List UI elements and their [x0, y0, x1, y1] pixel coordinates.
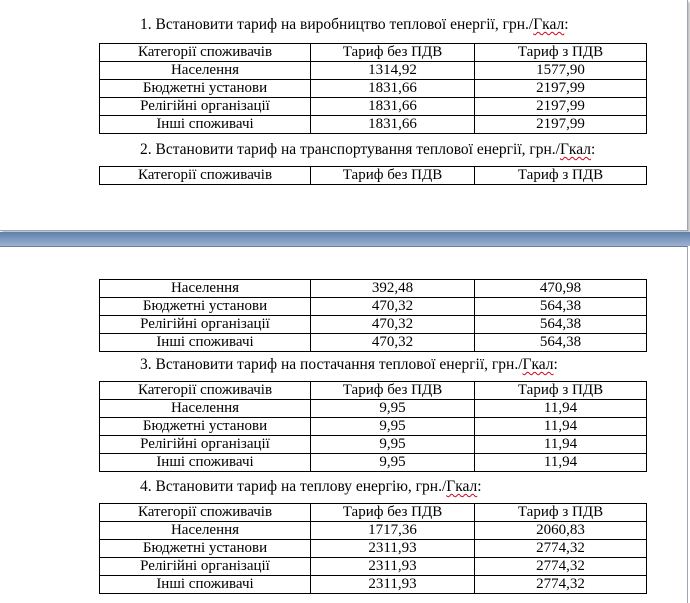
category-cell[interactable]: Бюджетні установи: [100, 418, 311, 436]
category-cell[interactable]: Релігійні організації: [100, 316, 311, 334]
section-1-heading: 1. Встановити тариф на виробництво теплової енергії, грн./Гкал:: [140, 16, 569, 33]
tariff-table-supply: [99, 381, 647, 472]
spellcheck-word[interactable]: Гкал: [522, 356, 554, 373]
table-row: [100, 418, 647, 436]
table-row: [100, 540, 647, 558]
table-header-row: [100, 44, 647, 62]
category-cell[interactable]: Релігійні організації: [100, 436, 311, 454]
category-cell[interactable]: Інші споживачі: [100, 116, 311, 134]
tariff-with-vat-cell[interactable]: 564,38: [475, 334, 647, 352]
tariff-no-vat-cell[interactable]: 2311,93: [311, 558, 475, 576]
tariff-no-vat-cell[interactable]: 1831,66: [311, 80, 475, 98]
header-cell-category[interactable]: Категорії споживачів: [100, 382, 311, 400]
tariff-with-vat-cell[interactable]: 2060,83: [475, 522, 647, 540]
table-row: [100, 316, 647, 334]
tariff-no-vat-cell[interactable]: 1314,92: [311, 62, 475, 80]
tariff-no-vat-cell[interactable]: 1717,36: [311, 522, 475, 540]
table-row: [100, 62, 647, 80]
header-cell-category[interactable]: Категорії споживачів: [100, 504, 311, 522]
tariff-no-vat-cell[interactable]: 9,95: [311, 436, 475, 454]
tariff-no-vat-cell[interactable]: 470,32: [311, 334, 475, 352]
tariff-no-vat-cell[interactable]: 1831,66: [311, 98, 475, 116]
tariff-with-vat-cell[interactable]: 11,94: [475, 400, 647, 418]
category-cell[interactable]: Бюджетні установи: [100, 298, 311, 316]
header-cell-no-vat[interactable]: Тариф без ПДВ: [311, 504, 475, 522]
document-page-1: [0, 0, 688, 231]
tariff-table-transport-header: [99, 166, 647, 185]
tariff-no-vat-cell[interactable]: 470,32: [311, 298, 475, 316]
table-row: [100, 436, 647, 454]
page-separator: [0, 232, 690, 246]
tariff-with-vat-cell[interactable]: 2774,32: [475, 558, 647, 576]
section-2-heading: 2. Встановити тариф на транспортування теплової енергії, грн./Гкал:: [140, 141, 596, 158]
table-row: [100, 116, 647, 134]
section-3-heading: 3. Встановити тариф на постачання теплової енергії, грн./Гкал:: [140, 356, 558, 373]
table-row: [100, 298, 647, 316]
category-cell[interactable]: Релігійні організації: [100, 558, 311, 576]
tariff-with-vat-cell[interactable]: 564,38: [475, 298, 647, 316]
header-cell-category[interactable]: Категорії споживачів: [100, 44, 311, 62]
table-row: [100, 80, 647, 98]
spellcheck-word[interactable]: Гкал: [559, 141, 591, 158]
header-cell-no-vat[interactable]: Тариф без ПДВ: [311, 44, 475, 62]
table-header-row: [100, 504, 647, 522]
header-cell-with-vat[interactable]: Тариф з ПДВ: [475, 167, 647, 185]
tariff-no-vat-cell[interactable]: 9,95: [311, 418, 475, 436]
tariff-with-vat-cell[interactable]: 2774,32: [475, 540, 647, 558]
table-row: [100, 280, 647, 298]
tariff-with-vat-cell[interactable]: 564,38: [475, 316, 647, 334]
header-cell-no-vat[interactable]: Тариф без ПДВ: [311, 382, 475, 400]
header-cell-no-vat[interactable]: Тариф без ПДВ: [311, 167, 475, 185]
category-cell[interactable]: Інші споживачі: [100, 454, 311, 472]
category-cell[interactable]: Населення: [100, 400, 311, 418]
category-cell[interactable]: Населення: [100, 62, 311, 80]
tariff-table-production: [99, 43, 647, 134]
category-cell[interactable]: Населення: [100, 280, 311, 298]
table-row: [100, 334, 647, 352]
tariff-with-vat-cell[interactable]: 2197,99: [475, 98, 647, 116]
category-cell[interactable]: Інші споживачі: [100, 334, 311, 352]
tariff-with-vat-cell[interactable]: 2197,99: [475, 80, 647, 98]
tariff-no-vat-cell[interactable]: 2311,93: [311, 540, 475, 558]
tariff-no-vat-cell[interactable]: 392,48: [311, 280, 475, 298]
tariff-no-vat-cell[interactable]: 470,32: [311, 316, 475, 334]
header-cell-with-vat[interactable]: Тариф з ПДВ: [475, 504, 647, 522]
header-cell-category[interactable]: Категорії споживачів: [100, 167, 311, 185]
table-row: [100, 558, 647, 576]
tariff-with-vat-cell[interactable]: 1577,90: [475, 62, 647, 80]
document-page-2: [0, 246, 688, 603]
section-4-heading: 4. Встановити тариф на теплову енергію, грн./Гкал:: [140, 478, 482, 495]
spellcheck-word[interactable]: Гкал: [533, 16, 565, 33]
tariff-no-vat-cell[interactable]: 2311,93: [311, 576, 475, 594]
category-cell[interactable]: Населення: [100, 522, 311, 540]
tariff-with-vat-cell[interactable]: 11,94: [475, 418, 647, 436]
tariff-with-vat-cell[interactable]: 470,98: [475, 280, 647, 298]
category-cell[interactable]: Бюджетні установи: [100, 80, 311, 98]
tariff-table-heat-energy: [99, 503, 647, 594]
table-row: [100, 400, 647, 418]
table-header-row: [100, 167, 647, 185]
tariff-no-vat-cell[interactable]: 9,95: [311, 454, 475, 472]
tariff-with-vat-cell[interactable]: 2774,32: [475, 576, 647, 594]
category-cell[interactable]: Релігійні організації: [100, 98, 311, 116]
table-row: [100, 98, 647, 116]
table-header-row: [100, 382, 647, 400]
header-cell-with-vat[interactable]: Тариф з ПДВ: [475, 382, 647, 400]
tariff-with-vat-cell[interactable]: 2197,99: [475, 116, 647, 134]
tariff-with-vat-cell[interactable]: 11,94: [475, 454, 647, 472]
category-cell[interactable]: Інші споживачі: [100, 576, 311, 594]
tariff-with-vat-cell[interactable]: 11,94: [475, 436, 647, 454]
table-row: [100, 522, 647, 540]
tariff-no-vat-cell[interactable]: 1831,66: [311, 116, 475, 134]
spellcheck-word[interactable]: Гкал: [446, 478, 478, 495]
category-cell[interactable]: Бюджетні установи: [100, 540, 311, 558]
header-cell-with-vat[interactable]: Тариф з ПДВ: [475, 44, 647, 62]
table-row: [100, 454, 647, 472]
tariff-no-vat-cell[interactable]: 9,95: [311, 400, 475, 418]
tariff-table-transport: [99, 279, 647, 352]
table-row: [100, 576, 647, 594]
